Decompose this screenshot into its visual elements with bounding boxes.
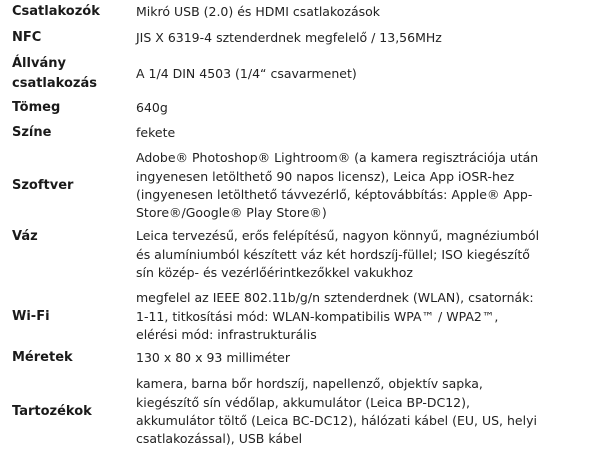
spec-row-accessories	[0, 375, 600, 449]
spec-value: fekete	[136, 124, 176, 140]
spec-row-tripod-mount	[0, 54, 600, 94]
spec-row-software	[0, 148, 600, 224]
spec-row-color	[0, 123, 600, 143]
spec-value: megfelel az IEEE 802.11b/g/n sztenderdnek (WLAN), csatornák: 1-11, titkosítási mód: WLAN-kompatibilis WPA™ / WPA2™, elérési mód: infrastrukturális	[136, 290, 534, 343]
spec-value: Mikró USB (2.0) és HDMI csatlakozások	[136, 3, 381, 19]
spec-row-connectors	[0, 2, 600, 22]
spec-label: NFC	[12, 30, 42, 45]
spec-value: Adobe® Photoshop® Lightroom® (a kamera regisztrációja után ingyenesen letölthető 90 napos licensz), Leica App iOSR-hez (ingyenesen letölthető távvezérlő, képtovábbítás: Apple® App- Store®/Google® Play Store®)	[136, 150, 539, 221]
spec-value: Leica tervezésű, erős felépítésű, nagyon könnyű, magnéziumból és alumíniumból készített váz két hordszíj-füllel; ISO kiegészítő sín közép- és vezérlőérintkezőkkel vakukhoz	[136, 228, 540, 281]
spec-row-nfc	[0, 28, 600, 48]
spec-row-body	[0, 227, 600, 283]
spec-label: Wi-Fi	[12, 309, 50, 324]
spec-label: Színe	[12, 125, 52, 140]
spec-label: Szoftver	[12, 178, 74, 193]
spec-label: Váz	[12, 229, 38, 244]
spec-label: Tartozékok	[12, 404, 92, 419]
spec-row-dimensions	[0, 348, 600, 368]
spec-value: kamera, barna bőr hordszíj, napellenző, objektív sapka, kiegészítő sín védőlap, akkumulátor (Leica BP-DC12), akkumulátor töltő (Leica BC-DC12), hálózati kábel (EU, US, helyi csatlakozással), USB kábel	[136, 376, 537, 447]
spec-row-weight	[0, 98, 600, 118]
spec-value: 640g	[136, 99, 168, 115]
spec-value: JIS X 6319-4 sztenderdnek megfelelő / 13,56MHz	[136, 29, 442, 45]
spec-value: 130 x 80 x 93 milliméter	[136, 349, 290, 365]
spec-label: Állvány csatlakozás	[12, 56, 97, 91]
spec-label: Tömeg	[12, 100, 61, 115]
spec-value: A 1/4 DIN 4503 (1/4“ csavarmenet)	[136, 65, 357, 81]
spec-row-wifi	[0, 289, 600, 345]
spec-label: Csatlakozók	[12, 4, 100, 19]
spec-label: Méretek	[12, 350, 73, 365]
